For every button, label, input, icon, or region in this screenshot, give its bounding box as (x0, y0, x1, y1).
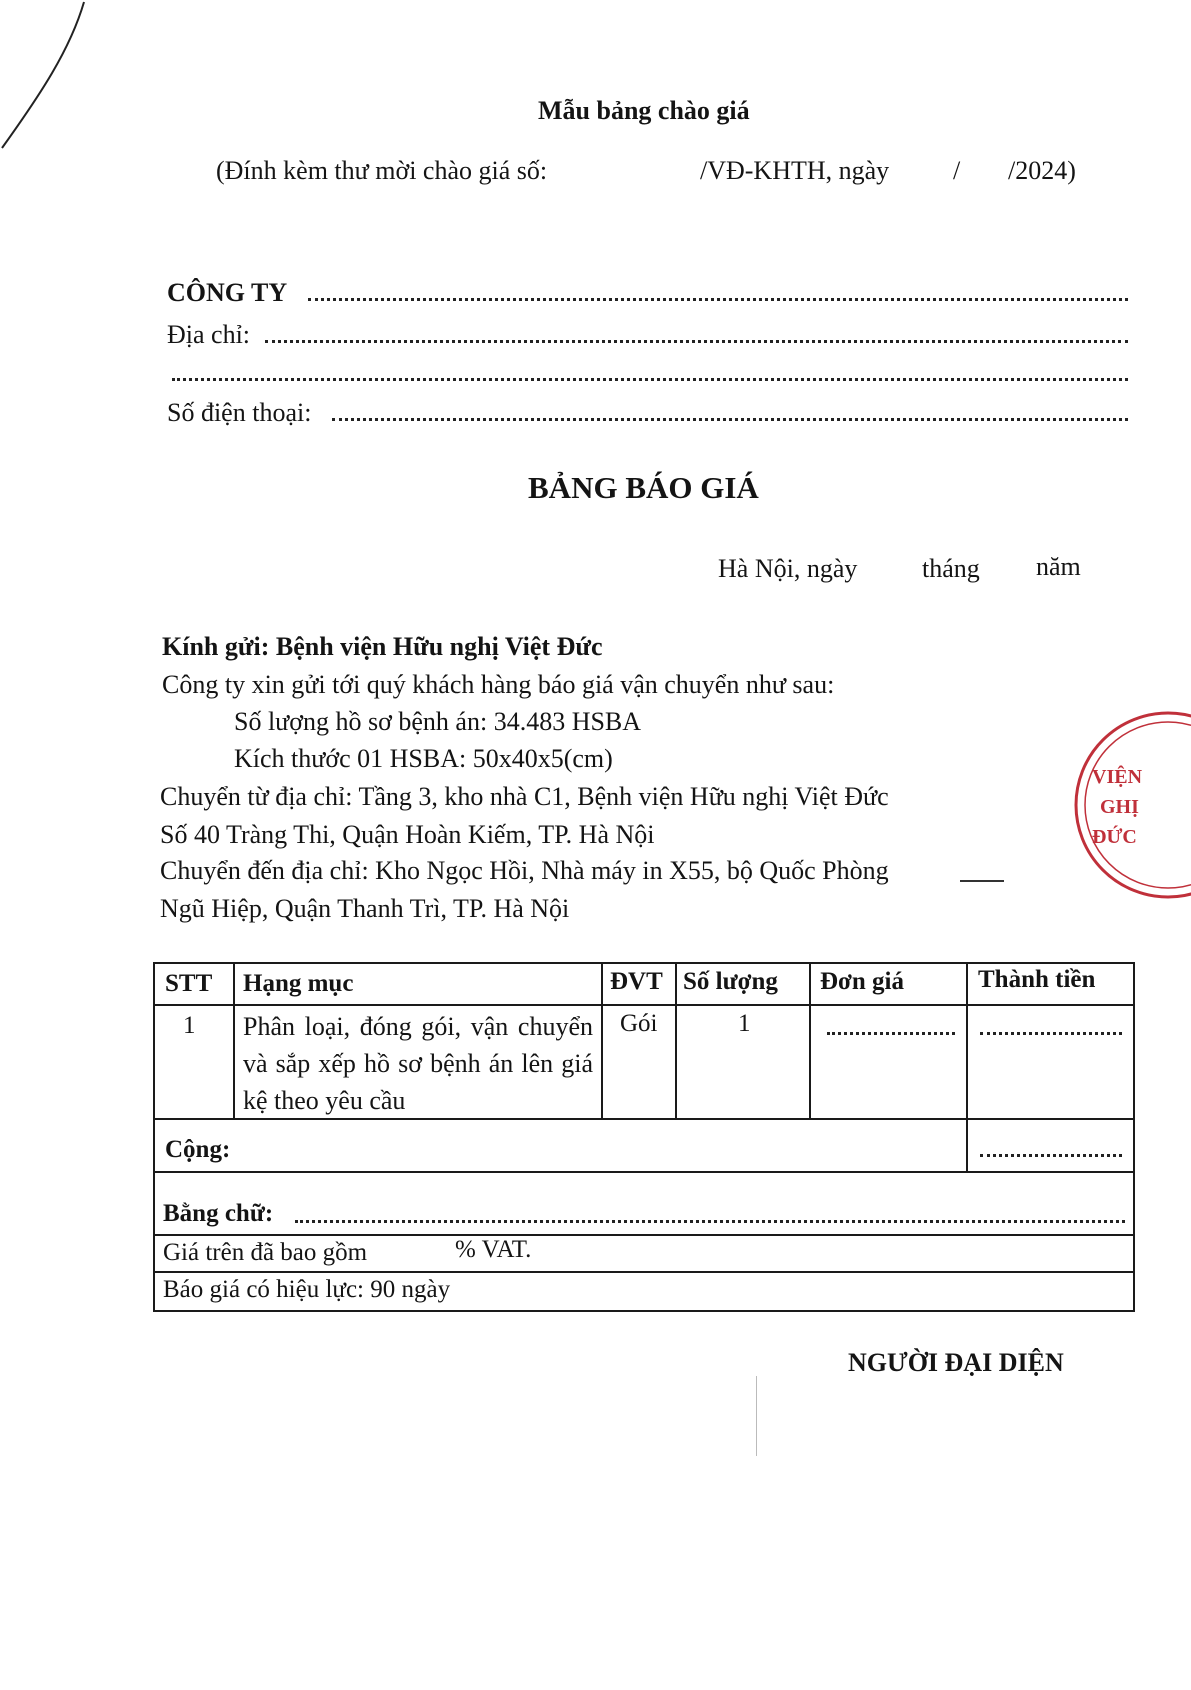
form-title: Mẫu bảng chào giá (538, 96, 750, 125)
validity: Báo giá có hiệu lực: 90 ngày (163, 1276, 451, 1303)
address-dots (265, 340, 1128, 343)
in-words-label: Bằng chữ: (163, 1200, 274, 1227)
to-address-stroke (960, 880, 1004, 882)
table-line (966, 964, 968, 1171)
table-line (155, 1004, 1133, 1006)
hospital-stamp (1070, 700, 1191, 910)
row-total-dots (980, 1032, 1122, 1035)
vat-prefix: Giá trên đã bao gồm (163, 1239, 368, 1266)
address-label: Địa chỉ: (167, 320, 251, 349)
to-address-2: Ngũ Hiệp, Quận Thanh Trì, TP. Hà Nội (160, 894, 570, 923)
table-line (601, 964, 603, 1118)
recipient: Kính gửi: Bệnh viện Hữu nghị Việt Đức (162, 632, 603, 661)
attachment-code: /VĐ-KHTH, ngày (700, 156, 890, 185)
signature-title: NGƯỜI ĐẠI DIỆN (848, 1348, 1064, 1377)
header-unit-price: Đơn giá (820, 968, 904, 995)
quotation-table (153, 962, 1135, 1312)
date-month: tháng (922, 554, 980, 583)
from-address-2: Số 40 Tràng Thi, Quận Hoàn Kiếm, TP. Hà Nội (160, 820, 655, 849)
company-name-dots (308, 298, 1128, 301)
company-name-label: CÔNG TY (167, 278, 288, 307)
row-stt: 1 (183, 1012, 196, 1039)
record-count: Số lượng hồ sơ bệnh án: 34.483 HSBA (234, 707, 642, 736)
document-title: BẢNG BÁO GIÁ (528, 470, 759, 505)
table-line (675, 964, 677, 1118)
header-qty: Số lượng (683, 968, 778, 995)
header-stt: STT (165, 970, 213, 997)
record-size: Kích thước 01 HSBA: 50x40x5(cm) (234, 744, 613, 773)
table-line (233, 964, 235, 1118)
date-year: năm (1036, 552, 1081, 581)
phone-dots (332, 418, 1128, 421)
row-item-description: Phân loại, đóng gói, vận chuyển và sắp xếp hồ sơ bệnh án lên giá kệ theo yêu cầu (243, 1012, 593, 1115)
vat-suffix: % VAT. (455, 1236, 532, 1263)
date-place: Hà Nội, ngày (718, 554, 858, 583)
to-address-1: Chuyển đến địa chỉ: Kho Ngọc Hồi, Nhà máy in X55, bộ Quốc Phòng (160, 856, 889, 885)
attachment-slash: / (953, 156, 961, 185)
stamp-text-2: GHỊ (1100, 796, 1139, 818)
header-unit: ĐVT (610, 968, 663, 995)
table-line (155, 1234, 1133, 1236)
from-address-1: Chuyển từ địa chỉ: Tầng 3, kho nhà C1, Bệnh viện Hữu nghị Việt Đức (160, 782, 889, 811)
total-dots (980, 1154, 1122, 1157)
fold-line (756, 1376, 757, 1456)
attachment-prefix: (Đính kèm thư mời chào giá số: (216, 156, 548, 185)
row-qty: 1 (738, 1010, 751, 1037)
intro-text: Công ty xin gửi tới quý khách hàng báo giá vận chuyển như sau: (162, 670, 835, 699)
address-dots-2 (172, 378, 1128, 381)
total-label: Cộng: (165, 1136, 231, 1163)
header-item: Hạng mục (243, 970, 354, 997)
table-line (155, 1171, 1133, 1173)
table-line (155, 1271, 1133, 1273)
phone-label: Số điện thoại: (167, 398, 312, 427)
row-unit: Gói (620, 1010, 658, 1037)
stamp-text-3: ĐỨC (1092, 826, 1137, 848)
attachment-year: /2024) (1008, 156, 1076, 185)
stamp-text-1: VIỆN (1092, 766, 1143, 788)
scan-scratch-line (0, 0, 100, 160)
table-line (809, 964, 811, 1118)
row-unit-price-dots (827, 1032, 955, 1035)
in-words-dots (295, 1220, 1125, 1223)
header-total: Thành tiền (978, 966, 1096, 993)
